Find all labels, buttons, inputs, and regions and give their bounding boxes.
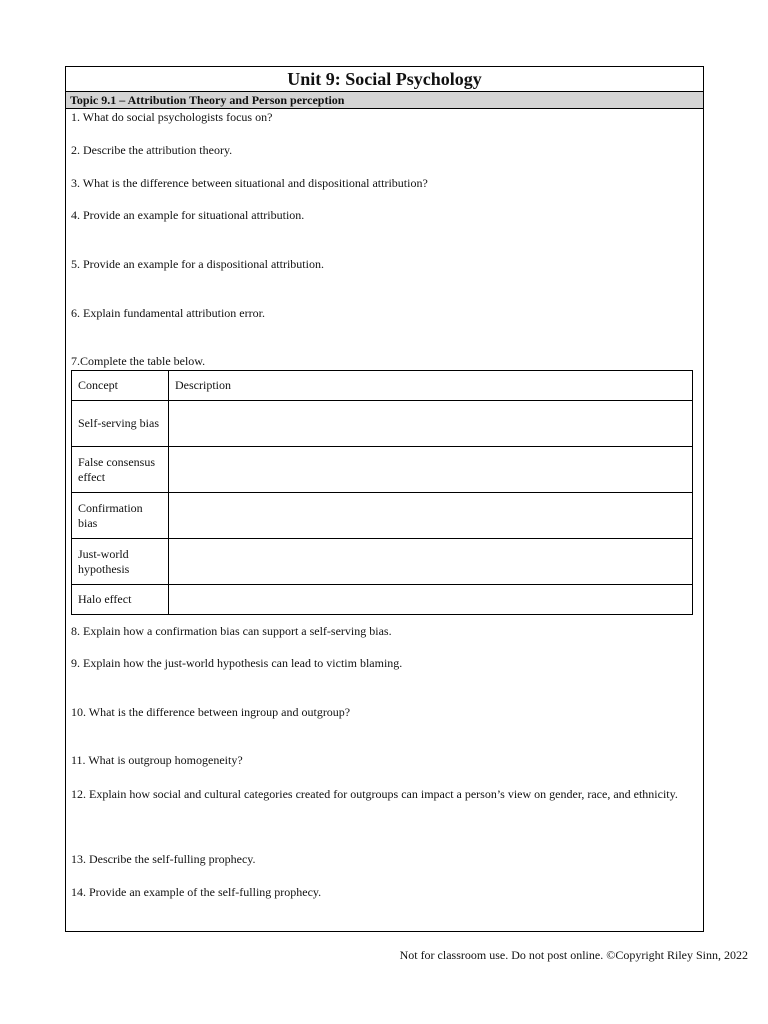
table-row	[72, 447, 693, 493]
column-header-concept: Concept	[72, 371, 169, 401]
question-7: 7.Complete the table below.	[71, 354, 206, 368]
description-cell[interactable]	[169, 401, 693, 447]
description-cell[interactable]	[169, 539, 693, 585]
question-13: 13. Describe the self-fulling prophecy.	[71, 852, 256, 866]
question-2: 2. Describe the attribution theory.	[71, 143, 233, 157]
table-row	[72, 401, 693, 447]
question-11: 11. What is outgroup homogeneity?	[71, 753, 243, 767]
description-cell[interactable]	[169, 447, 693, 493]
table-header-row	[72, 371, 693, 401]
question-14: 14. Provide an example of the self-fulling prophecy.	[71, 885, 322, 899]
question-10: 10. What is the difference between ingroup and outgroup?	[71, 705, 351, 719]
description-cell[interactable]	[169, 493, 693, 539]
column-header-description: Description	[169, 371, 693, 401]
concept-cell: Just-world hypothesis	[72, 539, 169, 585]
concept-cell: Confirmation bias	[72, 493, 169, 539]
question-8: 8. Explain how a confirmation bias can support a self-serving bias.	[71, 624, 392, 638]
question-6: 6. Explain fundamental attribution error.	[71, 306, 265, 320]
question-9: 9. Explain how the just-world hypothesis can lead to victim blaming.	[71, 656, 403, 670]
concept-cell: Self-serving bias	[72, 401, 169, 447]
topic-heading: Topic 9.1 – Attribution Theory and Person perception	[66, 92, 703, 109]
question-4: 4. Provide an example for situational attribution.	[71, 208, 305, 222]
question-5: 5. Provide an example for a dispositional attribution.	[71, 257, 324, 271]
question-12: 12. Explain how social and cultural categories created for outgroups can impact a person’s view on gender, race, and ethnicity.	[71, 787, 678, 801]
question-3: 3. What is the difference between situational and dispositional attribution?	[71, 176, 428, 190]
concept-cell: False consensus effect	[72, 447, 169, 493]
table-row	[72, 585, 693, 615]
worksheet	[65, 66, 704, 932]
question-1: 1. What do social psychologists focus on?	[71, 110, 273, 124]
concept-cell: Halo effect	[72, 585, 169, 615]
table-row	[72, 493, 693, 539]
table-row	[72, 539, 693, 585]
concepts-table	[71, 370, 693, 615]
page-title: Unit 9: Social Psychology	[66, 67, 703, 92]
description-cell[interactable]	[169, 585, 693, 615]
copyright-footer: Not for classroom use. Do not post online. ©Copyright Riley Sinn, 2022	[399, 948, 748, 962]
